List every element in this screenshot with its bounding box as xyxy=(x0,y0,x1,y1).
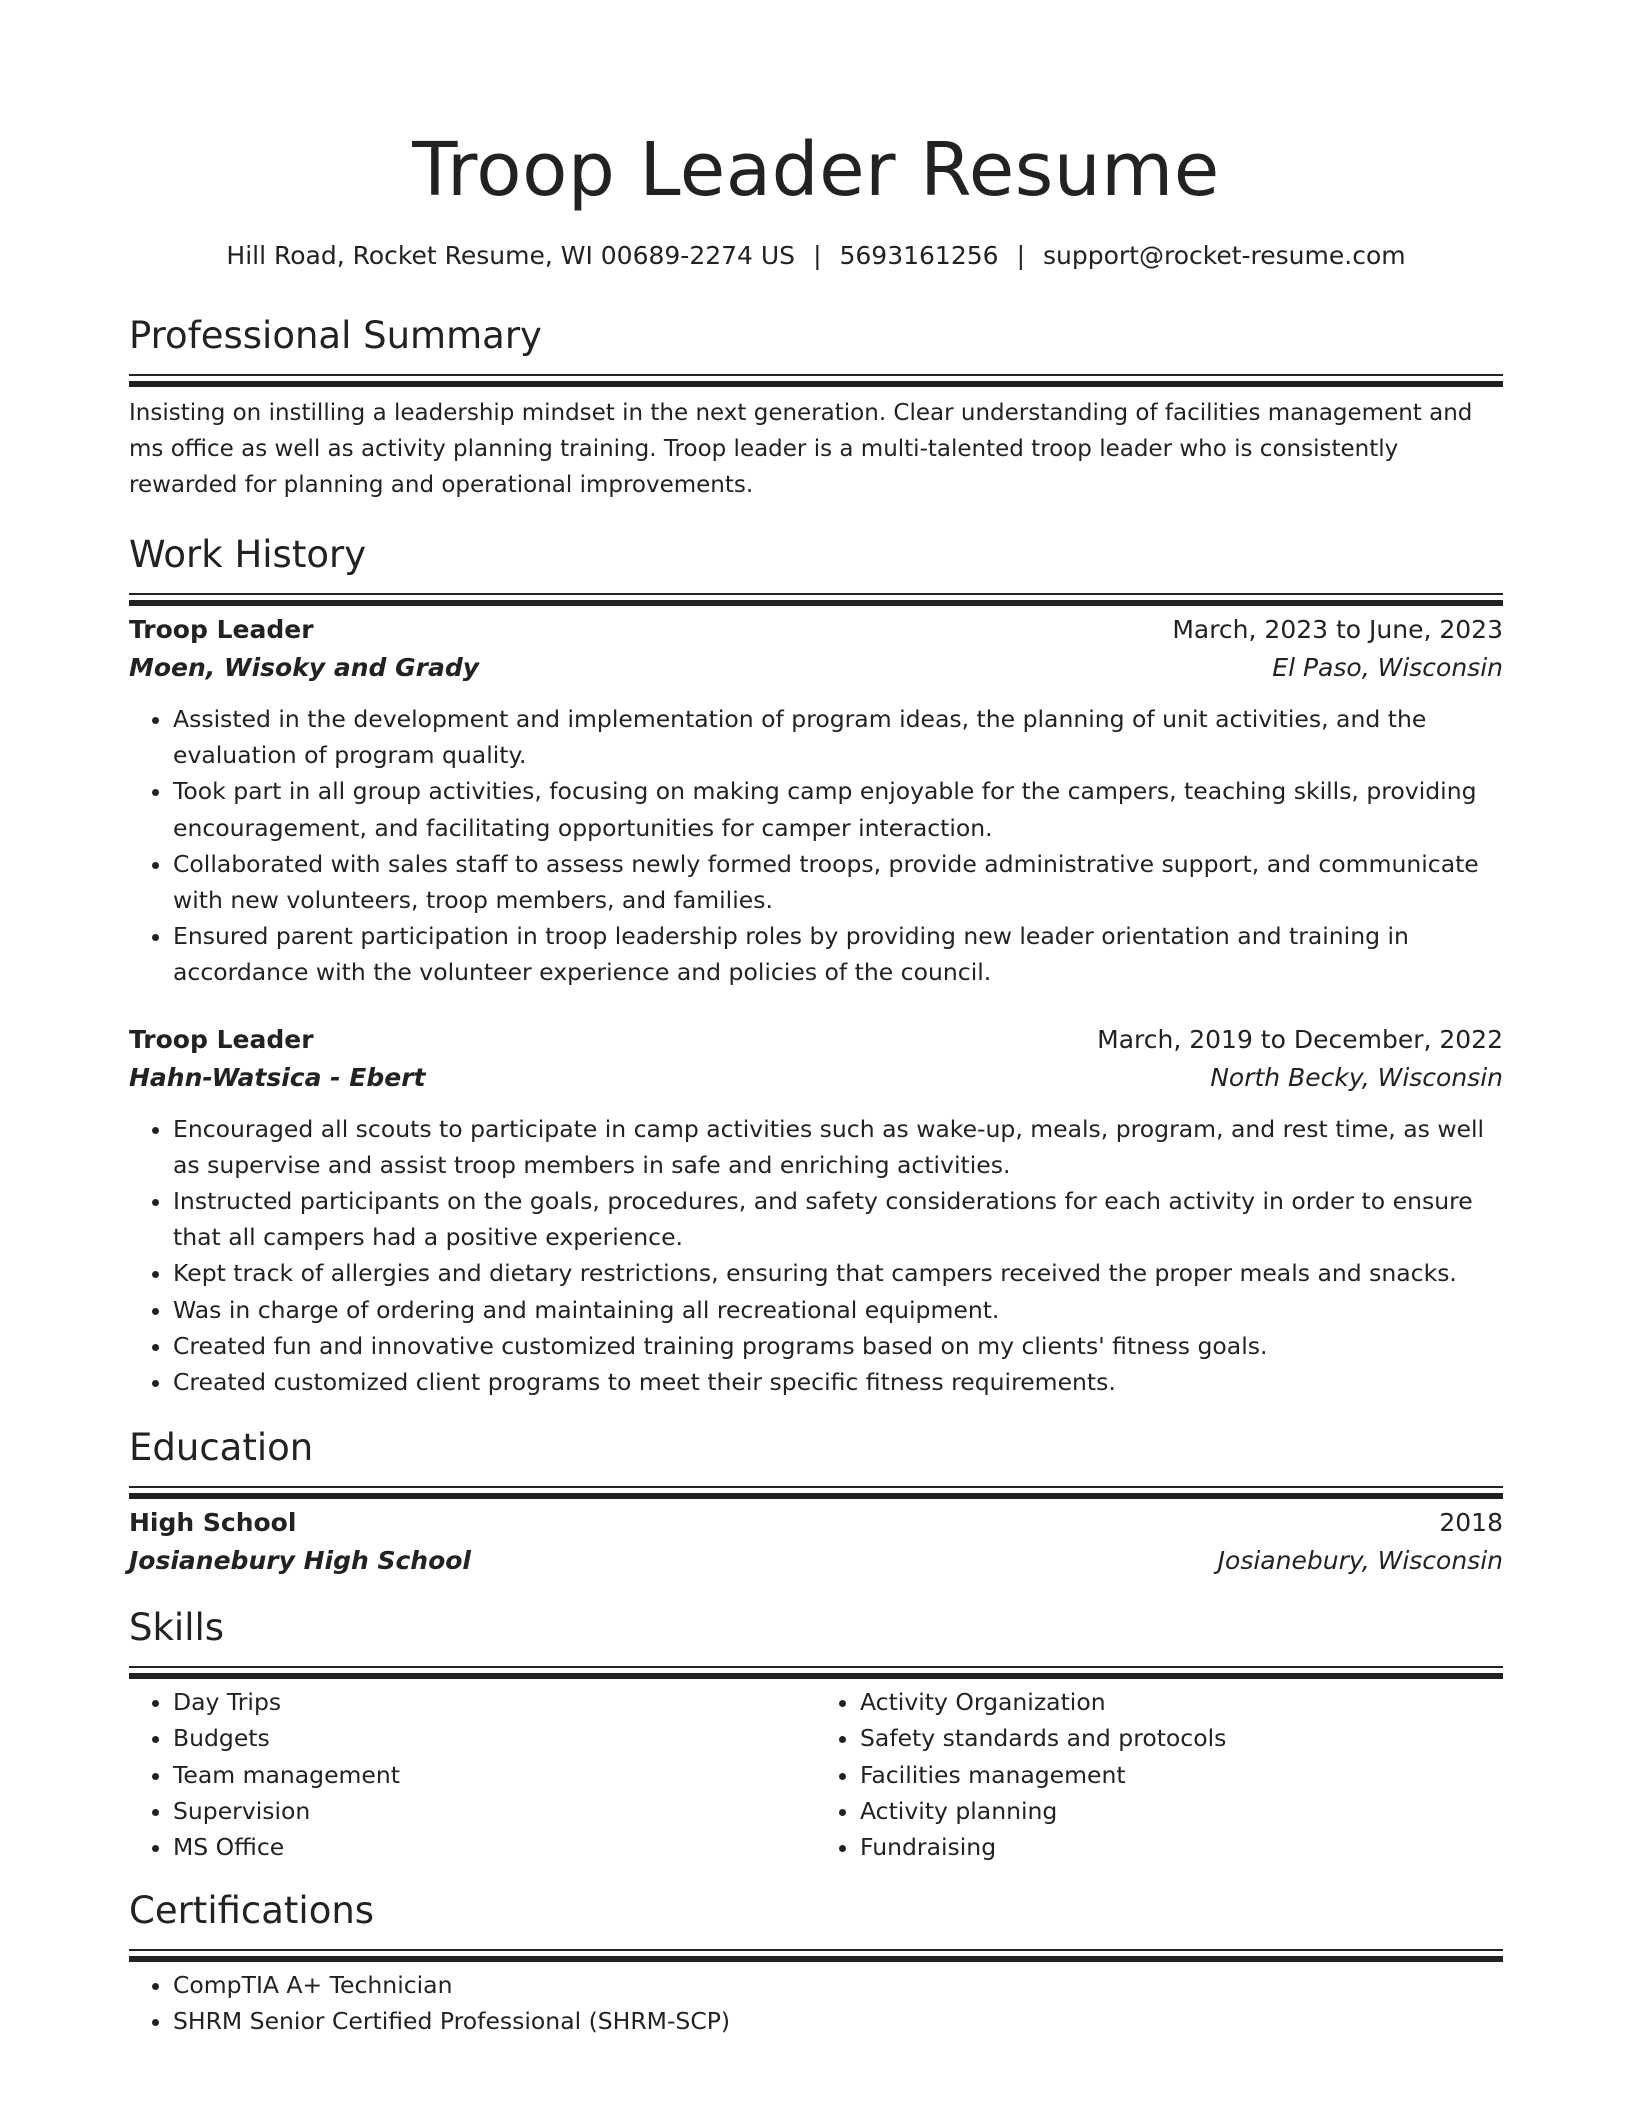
list-item: • Safety standards and protocols xyxy=(860,1720,1503,1756)
list-item: • Encouraged all scouts to participate in camp activities such as wake-up, meals, program, and rest time, as well as supervise and assist troop members in safe and enriching activities. xyxy=(173,1111,1503,1183)
contact-address: Hill Road, Rocket Resume, WI 00689-2274 US xyxy=(226,241,796,270)
list-item: • Budgets xyxy=(173,1720,816,1756)
job-bullets xyxy=(129,1111,1503,1401)
list-item: • SHRM Senior Certified Professional (SHRM-SCP) xyxy=(173,2003,1503,2039)
section-divider xyxy=(129,1666,1503,1668)
section-divider xyxy=(129,1486,1503,1488)
job-entry xyxy=(129,1021,1503,1401)
list-item: • Activity Organization xyxy=(860,1684,1503,1720)
contact-separator: | xyxy=(813,241,822,270)
job-company: Hahn-Watsica - Ebert xyxy=(129,1062,426,1092)
summary-text: Insisting on instilling a leadership mindset in the next generation. Clear understanding of facilities management and ms office as well as activity planning training. Troop leader is a multi-talented troop leader who is consistently rewarded for planning and operational improvements. xyxy=(129,400,1473,498)
skills-section xyxy=(129,1604,1503,1865)
list-item: • Assisted in the development and implementation of program ideas, the planning of unit activities, and the evaluation of program quality. xyxy=(173,701,1503,773)
list-item: • Collaborated with sales staff to assess newly formed troops, provide administrative support, and communicate with new volunteers, troop members, and families. xyxy=(173,846,1503,918)
certifications-list xyxy=(129,1967,1503,2039)
education-section xyxy=(129,1424,1503,1580)
list-item: • Instructed participants on the goals, procedures, and safety considerations for each activity in order to ensure that all campers had a positive experience. xyxy=(173,1183,1503,1255)
job-position: Troop Leader xyxy=(129,615,314,644)
job-position: Troop Leader xyxy=(129,1024,314,1054)
certifications-section xyxy=(129,1887,1503,2039)
list-item: • Activity planning xyxy=(860,1793,1503,1829)
section-title-education: Education xyxy=(129,1426,314,1470)
education-year: 2018 xyxy=(1439,1508,1503,1538)
work-section xyxy=(129,531,1503,1400)
section-title-skills: Skills xyxy=(129,1606,225,1650)
job-location: El Paso, Wisconsin xyxy=(1272,653,1503,682)
list-item: • Day Trips xyxy=(173,1684,816,1720)
contact-phone: 5693161256 xyxy=(839,241,999,270)
section-divider xyxy=(129,593,1503,595)
summary-section xyxy=(129,312,1503,503)
list-item: • Created fun and innovative customized training programs based on my clients' fitness goals. xyxy=(173,1328,1503,1364)
contact-line xyxy=(129,238,1503,274)
list-item: • Fundraising xyxy=(860,1829,1503,1865)
skills-list xyxy=(129,1684,1503,1865)
list-item: • Ensured parent participation in troop leadership roles by providing new leader orientation and training in accordance with the volunteer experience and policies of the council. xyxy=(173,918,1503,990)
contact-email: support@rocket-resume.com xyxy=(1043,241,1406,270)
job-bullets xyxy=(129,701,1503,991)
section-divider xyxy=(129,1949,1503,1951)
list-item: • Created customized client programs to meet their specific fitness requirements. xyxy=(173,1364,1503,1400)
section-title-summary: Professional Summary xyxy=(129,314,542,357)
skills-column-right xyxy=(816,1684,1503,1865)
page-title: Troop Leader Resume xyxy=(412,127,1220,213)
section-divider xyxy=(129,374,1503,376)
list-item: • Was in charge of ordering and maintaining all recreational equipment. xyxy=(173,1292,1503,1328)
section-title-work: Work History xyxy=(129,533,367,576)
job-dates: March, 2023 to June, 2023 xyxy=(1172,615,1503,644)
list-item: • Took part in all group activities, focusing on making camp enjoyable for the campers, teaching skills, providing encouragement, and facilitating opportunities for camper interaction. xyxy=(173,773,1503,845)
list-item: • Facilities management xyxy=(860,1757,1503,1793)
list-item: • CompTIA A+ Technician xyxy=(173,1967,1503,2003)
job-company: Moen, Wisoky and Grady xyxy=(129,653,480,682)
job-entry xyxy=(129,611,1503,991)
list-item: • MS Office xyxy=(173,1829,816,1865)
education-location: Josianebury, Wisconsin xyxy=(1217,1546,1503,1576)
job-location: North Becky, Wisconsin xyxy=(1210,1062,1503,1092)
list-item: • Kept track of allergies and dietary restrictions, ensuring that campers received the proper meals and snacks. xyxy=(173,1255,1503,1291)
section-title-certifications: Certifications xyxy=(129,1889,375,1933)
education-school: Josianebury High School xyxy=(129,1546,472,1576)
list-item: • Supervision xyxy=(173,1793,816,1829)
skills-column-left xyxy=(129,1684,816,1865)
education-degree: High School xyxy=(129,1508,297,1538)
list-item: • Team management xyxy=(173,1757,816,1793)
contact-separator: | xyxy=(1016,241,1025,270)
job-dates: March, 2019 to December, 2022 xyxy=(1097,1024,1503,1054)
